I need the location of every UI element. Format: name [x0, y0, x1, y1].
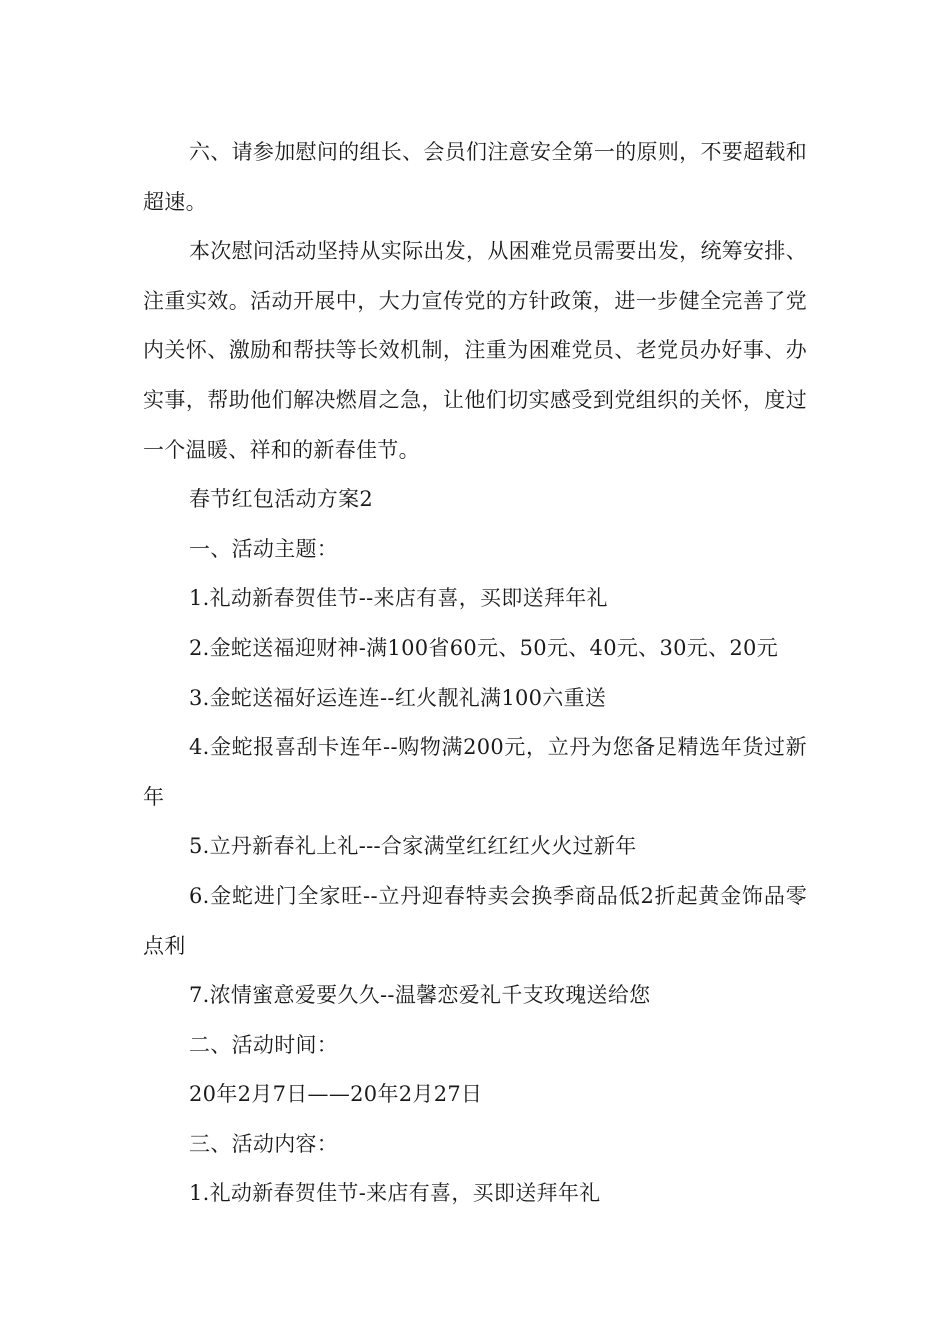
list-item-content-1: 1.礼动新春贺佳节-来店有喜，买即送拜年礼	[189, 1181, 601, 1206]
paragraph-activity-summary: 本次慰问活动坚持从实际出发，从困难党员需要出发，统筹安排、注重实效。活动开展中，大力宣传党的方针政策，进一步健全完善了党内关怀、激励和帮扶等长效机制，注重为困难党员、老党员办好事、办实事，帮助他们解决燃眉之急，让他们切实感受到党组织的关怀，度过一个温暖、祥和的新春佳节。	[143, 239, 807, 462]
list-item-theme-6: 6.金蛇进门全家旺--立丹迎春特卖会换季商品低2折起黄金饰品零点利	[143, 883, 807, 958]
heading-activity-theme: 一、活动主题：	[189, 536, 339, 561]
document-body	[143, 128, 807, 1219]
list-item-theme-3: 3.金蛇送福好运连连--红火靓礼满100六重送	[189, 685, 607, 710]
list-item-theme-5: 5.立丹新春礼上礼---合家满堂红红红火火过新年	[189, 834, 637, 859]
heading-activity-content: 三、活动内容：	[189, 1131, 339, 1156]
list-item-theme-4: 4.金蛇报喜刮卡连年--购物满200元，立丹为您备足精选年货过新年	[143, 735, 807, 809]
list-item-theme-7: 7.浓情蜜意爱要久久--温馨恋爱礼千支玫瑰送给您	[189, 983, 651, 1008]
paragraph-safety-notice: 六、请参加慰问的组长、会员们注意安全第一的原则，不要超载和超速。	[143, 140, 807, 214]
list-item-theme-1: 1.礼动新春贺佳节--来店有喜，买即送拜年礼	[189, 586, 608, 611]
heading-activity-time: 二、活动时间：	[189, 1032, 339, 1057]
activity-date-range: 20年2月7日——20年2月27日	[189, 1082, 483, 1107]
list-item-theme-2: 2.金蛇送福迎财神-满100省60元、50元、40元、30元、20元	[189, 635, 779, 660]
section-heading-plan-2: 春节红包活动方案2	[189, 487, 374, 512]
